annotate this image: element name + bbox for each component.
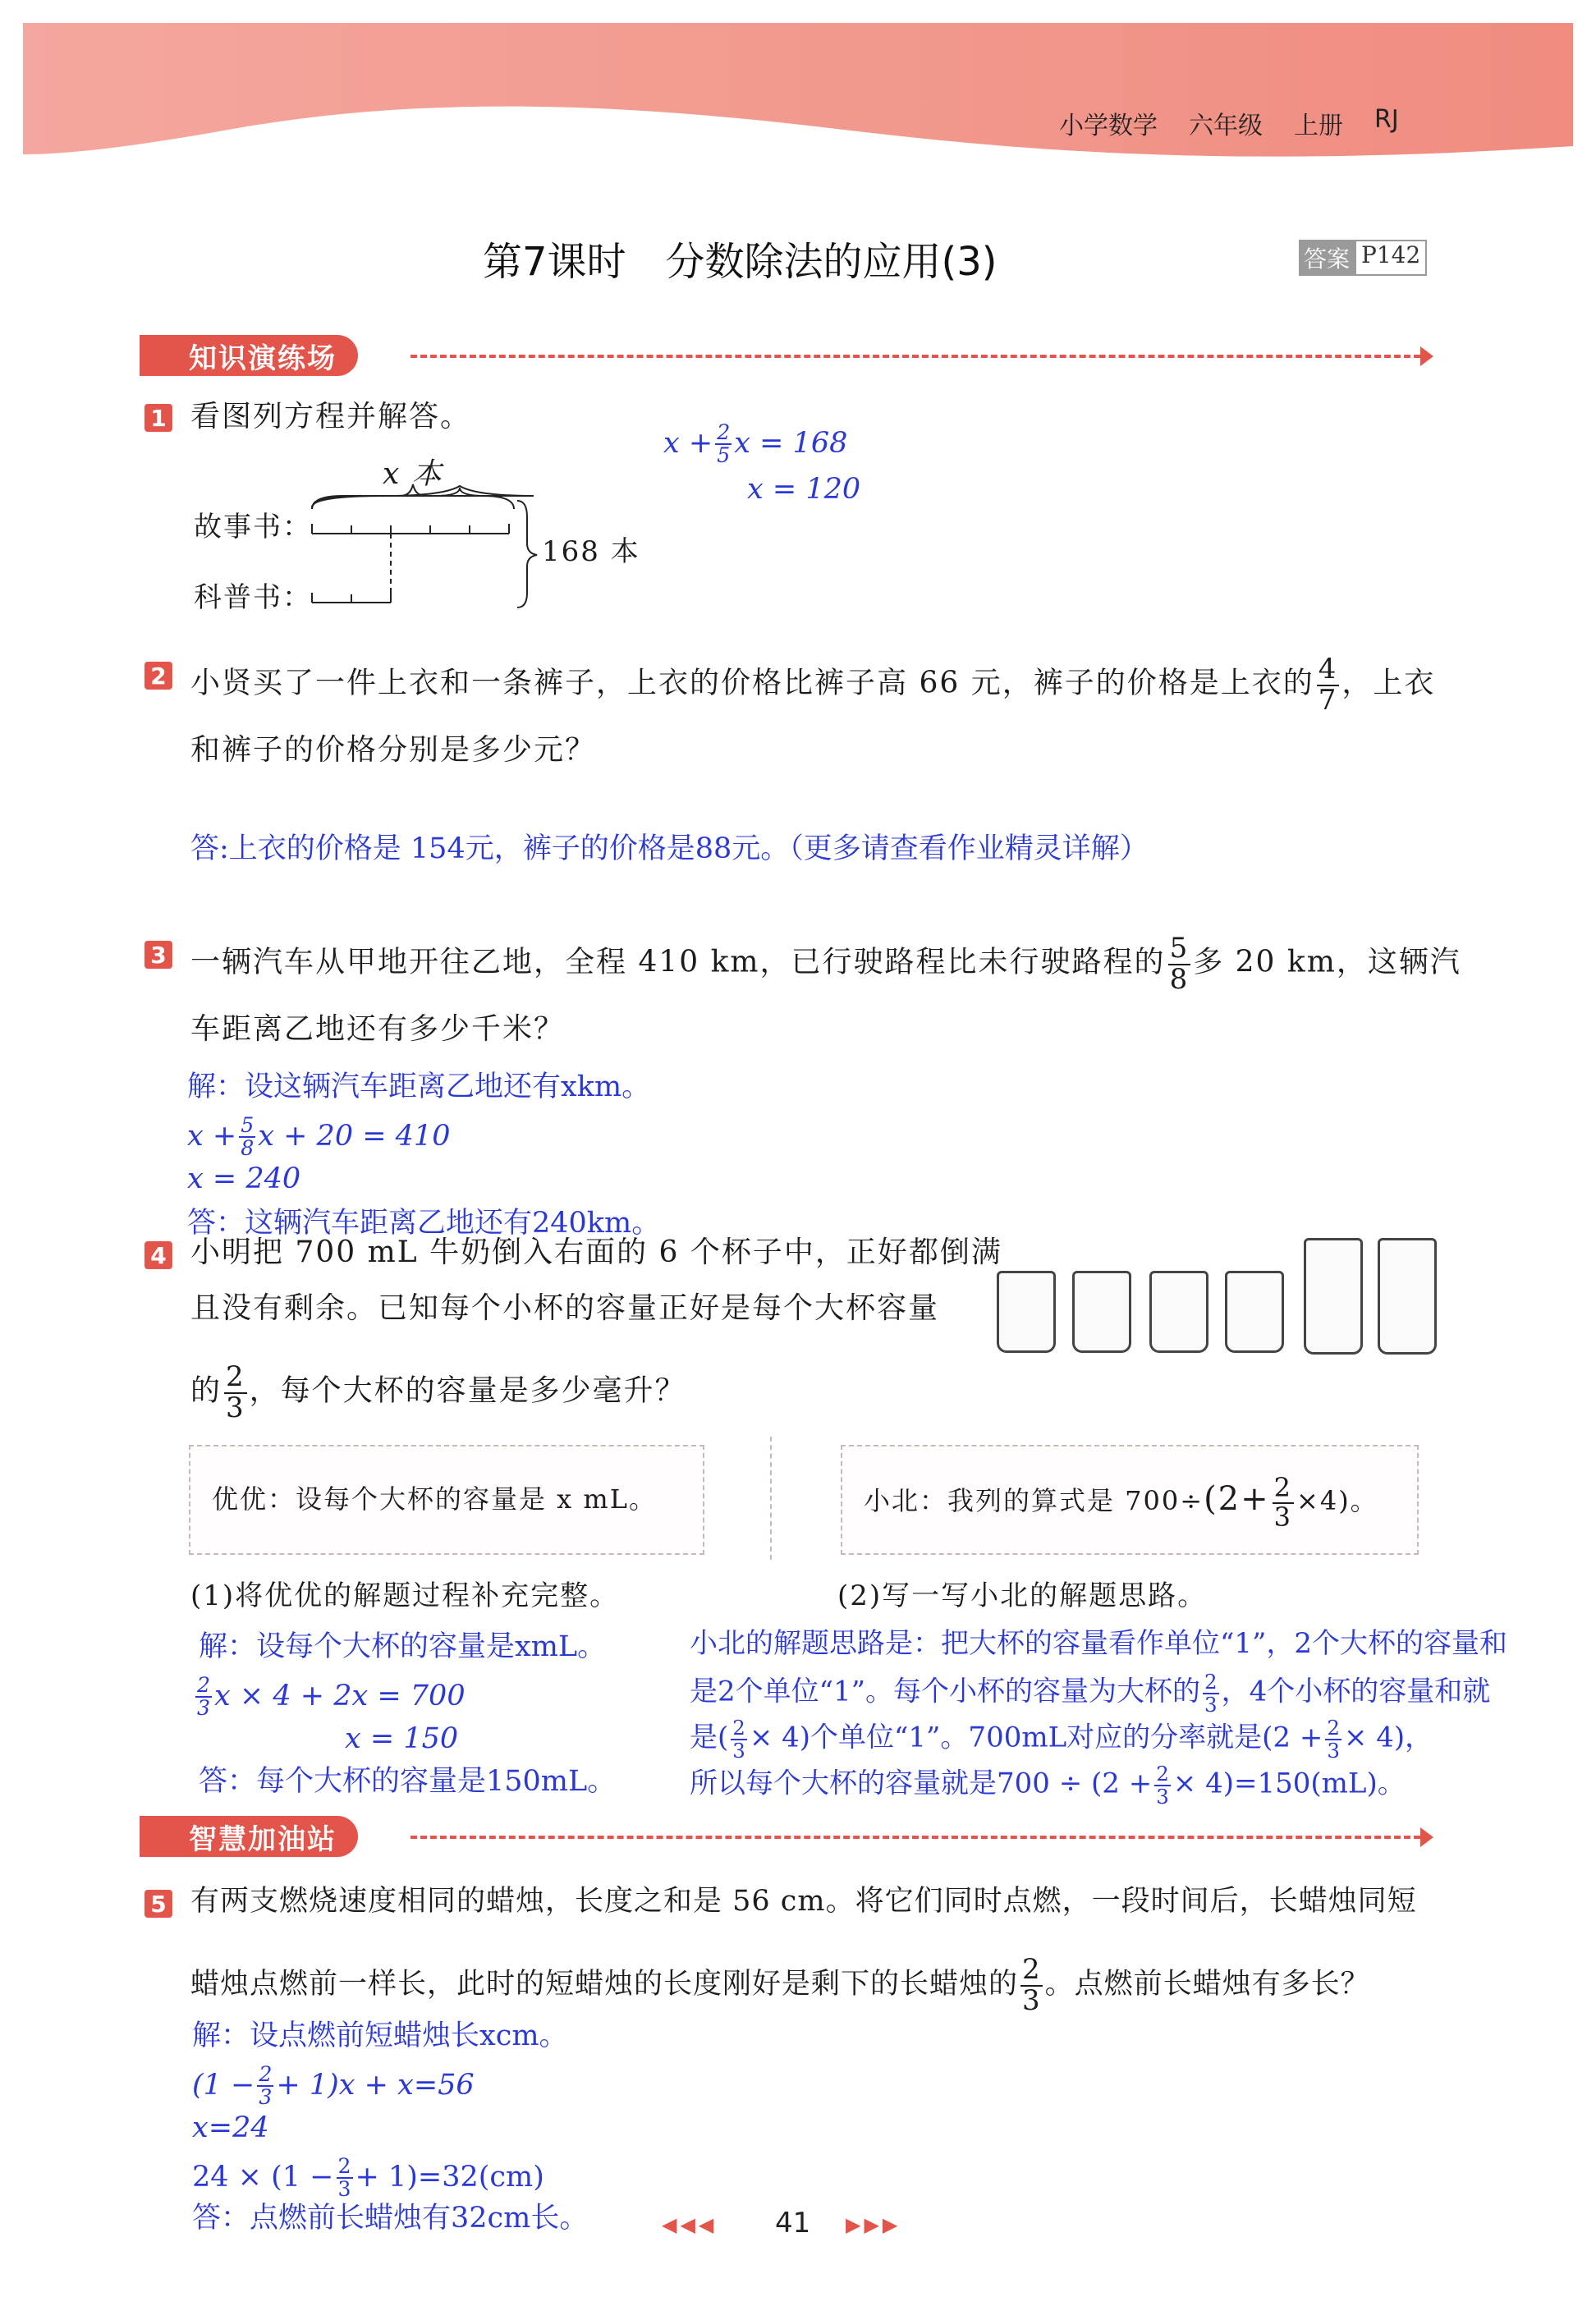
section-knowledge-star-icon: ✶ — [141, 340, 167, 376]
q1-row-story: 故事书： — [194, 511, 312, 543]
q1-row-science: 科普书： — [194, 581, 312, 614]
section-wisdom-star-icon: ✶ — [141, 1821, 167, 1857]
q4-a2-line2: 是2个单位“1”。每个小杯的容量为大杯的 $\frac{2}{3}$ ，4个小杯的容量和就 — [690, 1670, 1491, 1717]
q1-total: 168 本 — [542, 535, 640, 568]
q5-answer-3: x=24 — [192, 2111, 269, 2144]
q4-text-line3: 的 $\frac{2}{3}$ ，每个大杯的容量是多少毫升？ — [190, 1360, 686, 1424]
q3-text-line1: 一辆汽车从甲地开往乙地，全程 410 km，已行驶路程比未行驶路程的 $\frac{5}{8}$ 多 20 km，这辆汽 — [190, 932, 1461, 996]
q3-answer-1: 解：设这辆汽车距离乙地还有xkm。 — [187, 1070, 651, 1103]
q5-answer-2: (1 − $\frac{2}{3}$ + 1)x + x=56 — [192, 2062, 475, 2110]
q4-sub1: (1)将优优的解题过程补充完整。 — [190, 1579, 620, 1612]
section-knowledge — [140, 335, 358, 376]
header-info — [1059, 105, 1399, 141]
q1-answer-line2: x = 120 — [747, 473, 861, 506]
box-separator — [770, 1437, 772, 1560]
page-number: 41 — [775, 2207, 811, 2240]
q5-text-line1: 有两支燃烧速度相同的蜡烛，长度之和是 56 cm。将它们同时点燃，一段时间后，长蜡烛同短 — [190, 1885, 1417, 1918]
q5-text-line2: 蜡烛点燃前一样长，此时的短蜡烛的长度刚好是剩下的长蜡烛的 $\frac{2}{3}$ 。点燃前长蜡烛有多长？ — [190, 1953, 1370, 2017]
q3-answer-3: x = 240 — [187, 1162, 301, 1195]
section-divider-2 — [410, 1836, 1420, 1839]
large-cup-1 — [1304, 1238, 1363, 1355]
small-cup-4 — [1225, 1271, 1284, 1353]
q5-answer-4: 24 × (1 − $\frac{2}{3}$ + 1)=32(cm) — [192, 2154, 544, 2202]
section-wisdom — [140, 1816, 358, 1857]
q1-answer-line1: x + $\frac{2}{5}$ x = 168 — [663, 420, 848, 468]
q5-answer-1: 解：设点燃前短蜡烛长xcm。 — [192, 2019, 568, 2052]
q4-a1-line4: 答：每个大杯的容量是150mL。 — [199, 1765, 617, 1798]
header-banner — [23, 23, 1573, 163]
section-divider — [410, 355, 1420, 358]
term: 上册 — [1294, 112, 1343, 140]
footer-left-arrows-icon: ◀◀◀ — [662, 2213, 718, 2236]
book-name: 小学数学 — [1059, 112, 1158, 140]
answer-label: 答案 — [1299, 240, 1355, 276]
question-number-4: 4 — [144, 1241, 172, 1269]
q4-a2-line4: 所以每个大杯的容量就是700 ÷ (2 + $\frac{2}{3}$ × 4)=150(mL)。 — [690, 1762, 1406, 1809]
q1-top-brace — [310, 479, 516, 512]
q1-text: 看图列方程并解答。 — [190, 400, 472, 433]
footer-right-arrows-icon: ▶▶▶ — [846, 2213, 901, 2236]
q4-a2-line3: 是( $\frac{2}{3}$ × 4)个单位“1”。700mL对应的分率就是(2 + $\frac{2}{3}$ × 4)， — [690, 1716, 1433, 1763]
q4-text-line2: 且没有剩余。已知每个小杯的容量正好是每个大杯容量 — [190, 1291, 940, 1325]
q1-x-label: x 本 — [383, 457, 443, 491]
large-cup-2 — [1378, 1238, 1437, 1355]
q2-text-line1: 小贤买了一件上衣和一条裤子，上衣的价格比裤子高 66 元，裤子的价格是上衣的 $\frac{4}{7}$ ，上衣 — [190, 653, 1436, 717]
q5-answer-5: 答：点燃前长蜡烛有32cm长。 — [192, 2202, 589, 2235]
q4-text-line1: 小明把 700 mL 牛奶倒入右面的 6 个杯子中，正好都倒满 — [190, 1236, 1002, 1269]
edition: RJ — [1374, 105, 1399, 134]
q4-a1-line2: $\frac{2}{3}$ x × 4 + 2x = 700 — [197, 1673, 466, 1721]
q2-text-line2: 和裤子的价格分别是多少元？ — [190, 733, 597, 767]
q4-a1-line1: 解：设每个大杯的容量是xmL。 — [199, 1630, 607, 1663]
answer-ref[interactable] — [1299, 240, 1427, 276]
q4-a2-line1: 小北的解题思路是：把大杯的容量看作单位“1”，2个大杯的容量和 — [690, 1627, 1508, 1660]
lesson-title: 第7课时 分数除法的应用(3) — [483, 239, 998, 285]
xiaobei-text: 小北：我列的算式是 700÷(2+ $\frac{2}{3}$ ×4)。 — [864, 1472, 1378, 1533]
small-cup-3 — [1149, 1271, 1208, 1353]
q4-a1-line3: x = 150 — [345, 1722, 459, 1755]
question-number-2: 2 — [144, 662, 172, 690]
q2-answer: 答:上衣的价格是 154元，裤子的价格是88元。（更多请查看作业精灵详解） — [190, 832, 1149, 865]
small-cup-1 — [997, 1271, 1056, 1353]
youyou-text: 优优：设每个大杯的容量是 x mL。 — [212, 1483, 657, 1515]
section-arrow-icon-2 — [1420, 1827, 1433, 1847]
section-knowledge-label: 知识演练场 — [140, 335, 358, 376]
question-number-3: 3 — [144, 941, 172, 969]
answer-page: P142 — [1355, 240, 1427, 276]
section-arrow-icon — [1420, 346, 1433, 366]
question-number-1: 1 — [144, 404, 172, 432]
q4-sub2: (2)写一写小北的解题思路。 — [837, 1579, 1208, 1612]
question-number-5: 5 — [144, 1890, 172, 1918]
small-cup-2 — [1072, 1271, 1131, 1353]
grade: 六年级 — [1189, 112, 1263, 140]
q3-text-line2: 车距离乙地还有多少千米？ — [190, 1012, 566, 1046]
q3-answer-4: 答：这辆汽车距离乙地还有240km。 — [187, 1207, 661, 1240]
q3-answer-2: x + $\frac{5}{8}$ x + 20 = 410 — [187, 1113, 451, 1161]
section-wisdom-label: 智慧加油站 — [140, 1816, 358, 1857]
